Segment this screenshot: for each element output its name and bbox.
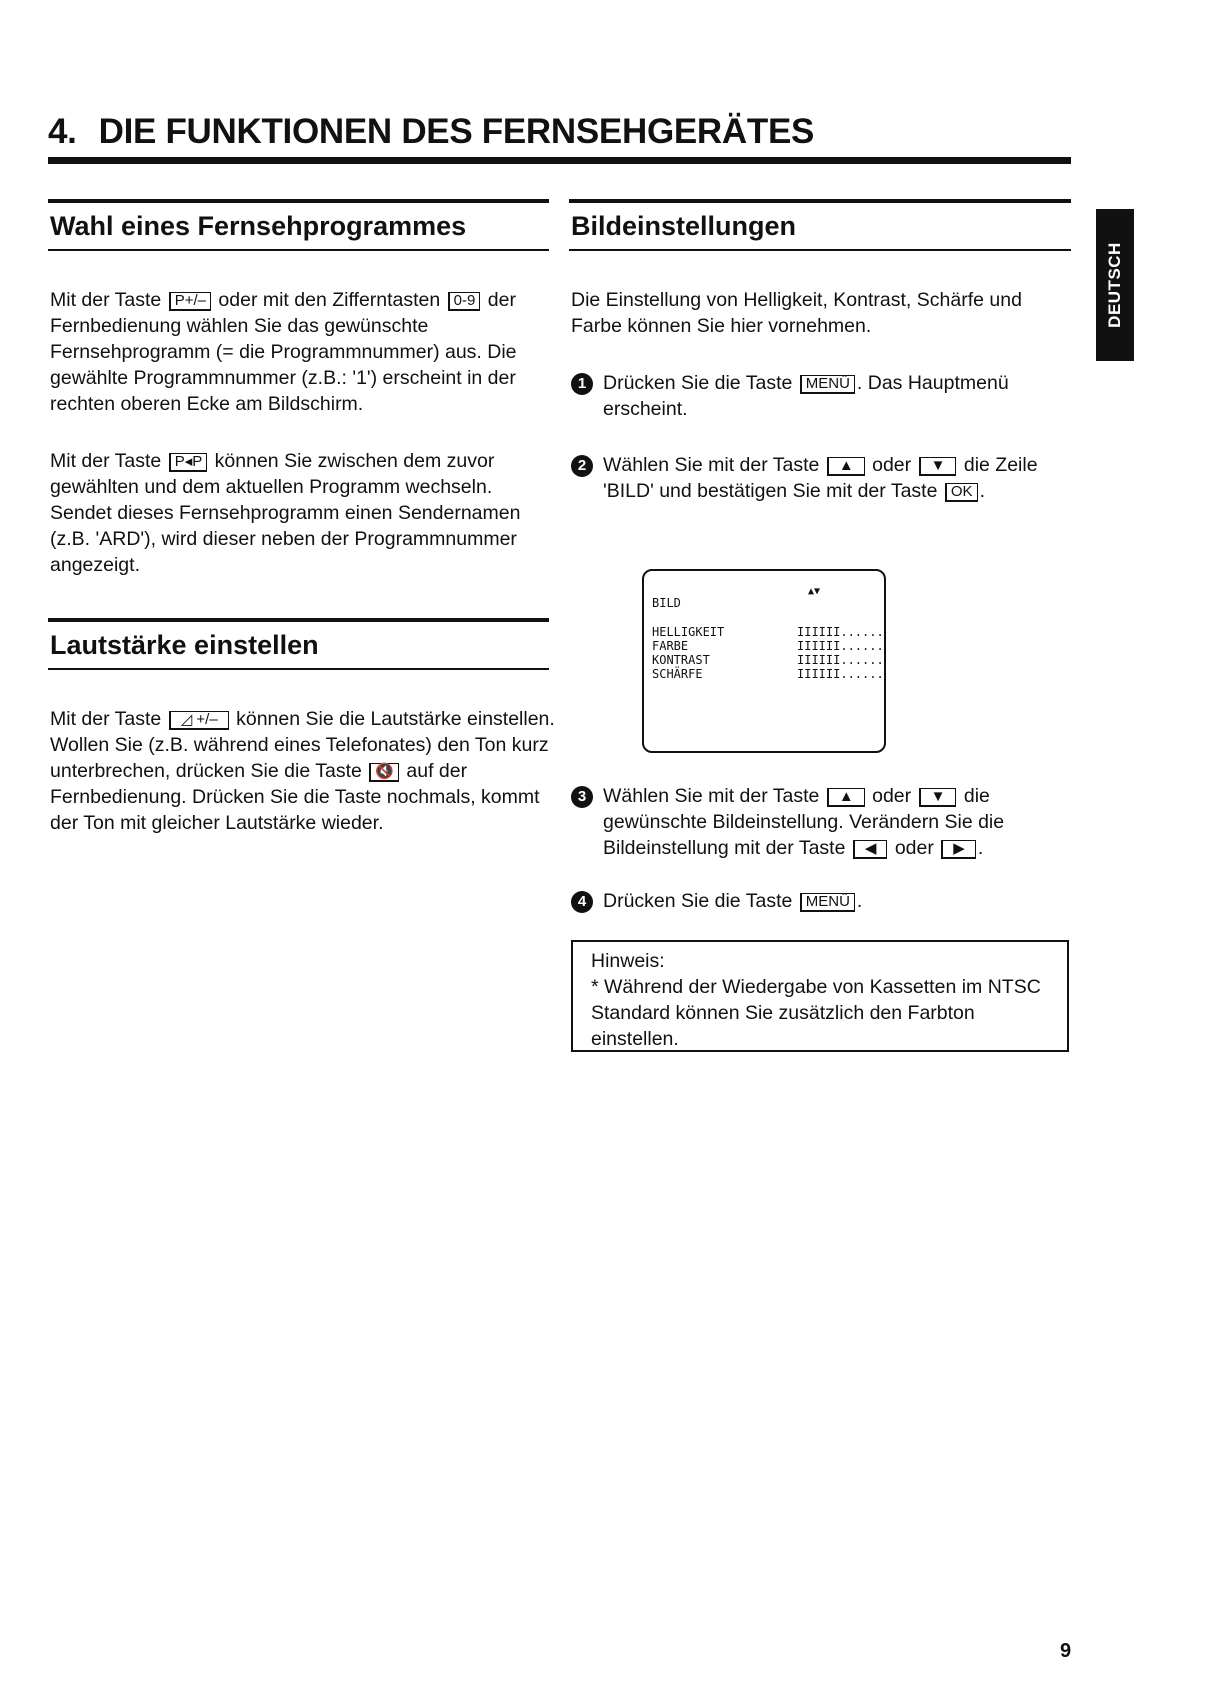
text: Mit der Taste	[50, 708, 162, 730]
text: .	[856, 890, 863, 912]
osd-title: BILD	[652, 596, 681, 610]
text: Drücken Sie die Taste	[603, 372, 793, 394]
step-3	[571, 783, 1071, 861]
number-keys: 0-9	[448, 292, 481, 311]
text: oder	[872, 785, 912, 807]
osd-row-label: KONTRAST	[652, 653, 710, 667]
menu-key: MENÜ	[800, 375, 855, 394]
volume-key: ◿ +/–	[169, 711, 229, 730]
step-2	[571, 452, 1071, 504]
step-number: 2	[571, 455, 593, 477]
program-up-down-key: P+/–	[169, 292, 211, 311]
chapter-title-text: DIE FUNKTIONEN DES FERNSEHGERÄTES	[98, 112, 815, 151]
language-tab-label: DEUTSCH	[1105, 242, 1124, 328]
osd-row-value: IIIIII......	[797, 653, 884, 667]
left-key: ◀	[853, 840, 888, 859]
text: oder mit den Zifferntasten	[218, 289, 441, 311]
step-text	[603, 370, 1071, 422]
text: oder	[894, 837, 934, 859]
note-text: * Während der Wiedergabe von Kassetten im NTSC Standard können Sie zusätzlich den Farbton einstellen.	[591, 976, 1041, 1050]
section-rule-bottom	[48, 668, 549, 670]
page-number: 9	[1060, 1640, 1072, 1662]
step-text	[603, 783, 1071, 861]
section-title-picture: Bildeinstellungen	[571, 211, 797, 241]
programme-paragraph-1	[50, 287, 550, 417]
osd-row	[652, 653, 884, 667]
down-key: ▼	[919, 788, 957, 807]
osd-row-label: SCHÄRFE	[652, 667, 703, 681]
step-1	[571, 370, 1071, 422]
menu-key: MENÜ	[800, 893, 855, 912]
language-tab	[1096, 209, 1134, 361]
text: .	[979, 480, 985, 502]
ok-key: OK	[945, 483, 978, 502]
text: auf der Fernbedienung. Drücken Sie die Taste nochmals, kommt der Ton mit gleicher Lautstärke wieder.	[50, 760, 540, 834]
text: Mit der Taste	[50, 289, 162, 311]
text: .	[977, 837, 984, 859]
step-number: 3	[571, 786, 593, 808]
section-title-programme: Wahl eines Fernsehprogrammes	[50, 211, 467, 241]
osd-row-value: IIIIII......	[797, 639, 884, 653]
osd-picture-menu	[642, 569, 886, 753]
text: . Das Hauptmenü erscheint.	[603, 372, 1009, 420]
mute-key: 🔇	[369, 763, 399, 782]
osd-row-value: IIIIII......	[797, 625, 884, 639]
up-key: ▲	[827, 457, 865, 476]
osd-row	[652, 667, 884, 681]
note-box	[571, 940, 1069, 1052]
right-key: ▶	[941, 840, 976, 859]
chapter-number: 4.	[48, 112, 77, 151]
section-rule-top	[48, 199, 549, 203]
chapter-title	[48, 112, 814, 152]
section-rule-bottom	[48, 249, 549, 251]
text: Wollen Sie (z.B. während eines Telefonates) den Ton kurz unterbrechen, drücken Sie die Taste	[50, 734, 549, 782]
text: der Fernbedienung wählen Sie das gewünschte Fernsehprogramm (= die Programmnummer) aus. Die gewählte Programmnummer (z.B.: '1') erscheint in der rechten oberen Ecke am Bildschirm.	[50, 289, 517, 415]
step-text	[603, 888, 862, 914]
down-key: ▼	[919, 457, 957, 476]
previous-program-key: P◂P	[169, 453, 208, 472]
step-number: 4	[571, 891, 593, 913]
section-title-volume: Lautstärke einstellen	[50, 630, 319, 660]
section-rule-bottom	[569, 249, 1071, 251]
picture-intro: Die Einstellung von Helligkeit, Kontrast, Schärfe und Farbe können Sie hier vornehmen.	[571, 289, 1022, 337]
text: Mit der Taste	[50, 450, 162, 472]
osd-row	[652, 639, 884, 653]
text: die Zeile 'BILD' und bestätigen Sie mit der Taste	[603, 454, 1038, 502]
osd-row	[652, 625, 884, 639]
text: Wählen Sie mit der Taste	[603, 785, 820, 807]
volume-paragraph	[50, 706, 555, 836]
up-key: ▲	[827, 788, 865, 807]
step-text	[603, 452, 1071, 504]
text: die gewünschte Bildeinstellung. Verändern Sie die Bildeinstellung mit der Taste	[603, 785, 1005, 859]
chapter-rule	[48, 157, 1071, 164]
step-number: 1	[571, 373, 593, 395]
text: können Sie zwischen dem zuvor gewählten und dem aktuellen Programm wechseln. Sendet dieses Fernsehprogramm einen Sendernamen (z.B. 'ARD'), wird dieser neben der Programmnummer angezeigt.	[50, 450, 521, 576]
osd-row-label: HELLIGKEIT	[652, 625, 725, 639]
note-heading: Hinweis:	[591, 950, 665, 972]
step-4	[571, 888, 1071, 914]
text: oder	[872, 454, 912, 476]
section-rule-top	[569, 199, 1071, 203]
osd-rows	[652, 625, 884, 681]
text: Drücken Sie die Taste	[603, 890, 793, 912]
section-rule-top	[48, 618, 549, 622]
osd-arrows: ▲▼	[807, 586, 820, 597]
osd-row-value: IIIIII......	[797, 667, 884, 681]
osd-row-label: FARBE	[652, 639, 689, 653]
programme-paragraph-2	[50, 448, 550, 578]
text: Wählen Sie mit der Taste	[603, 454, 820, 476]
text: können Sie die Lautstärke einstellen.	[236, 708, 555, 730]
